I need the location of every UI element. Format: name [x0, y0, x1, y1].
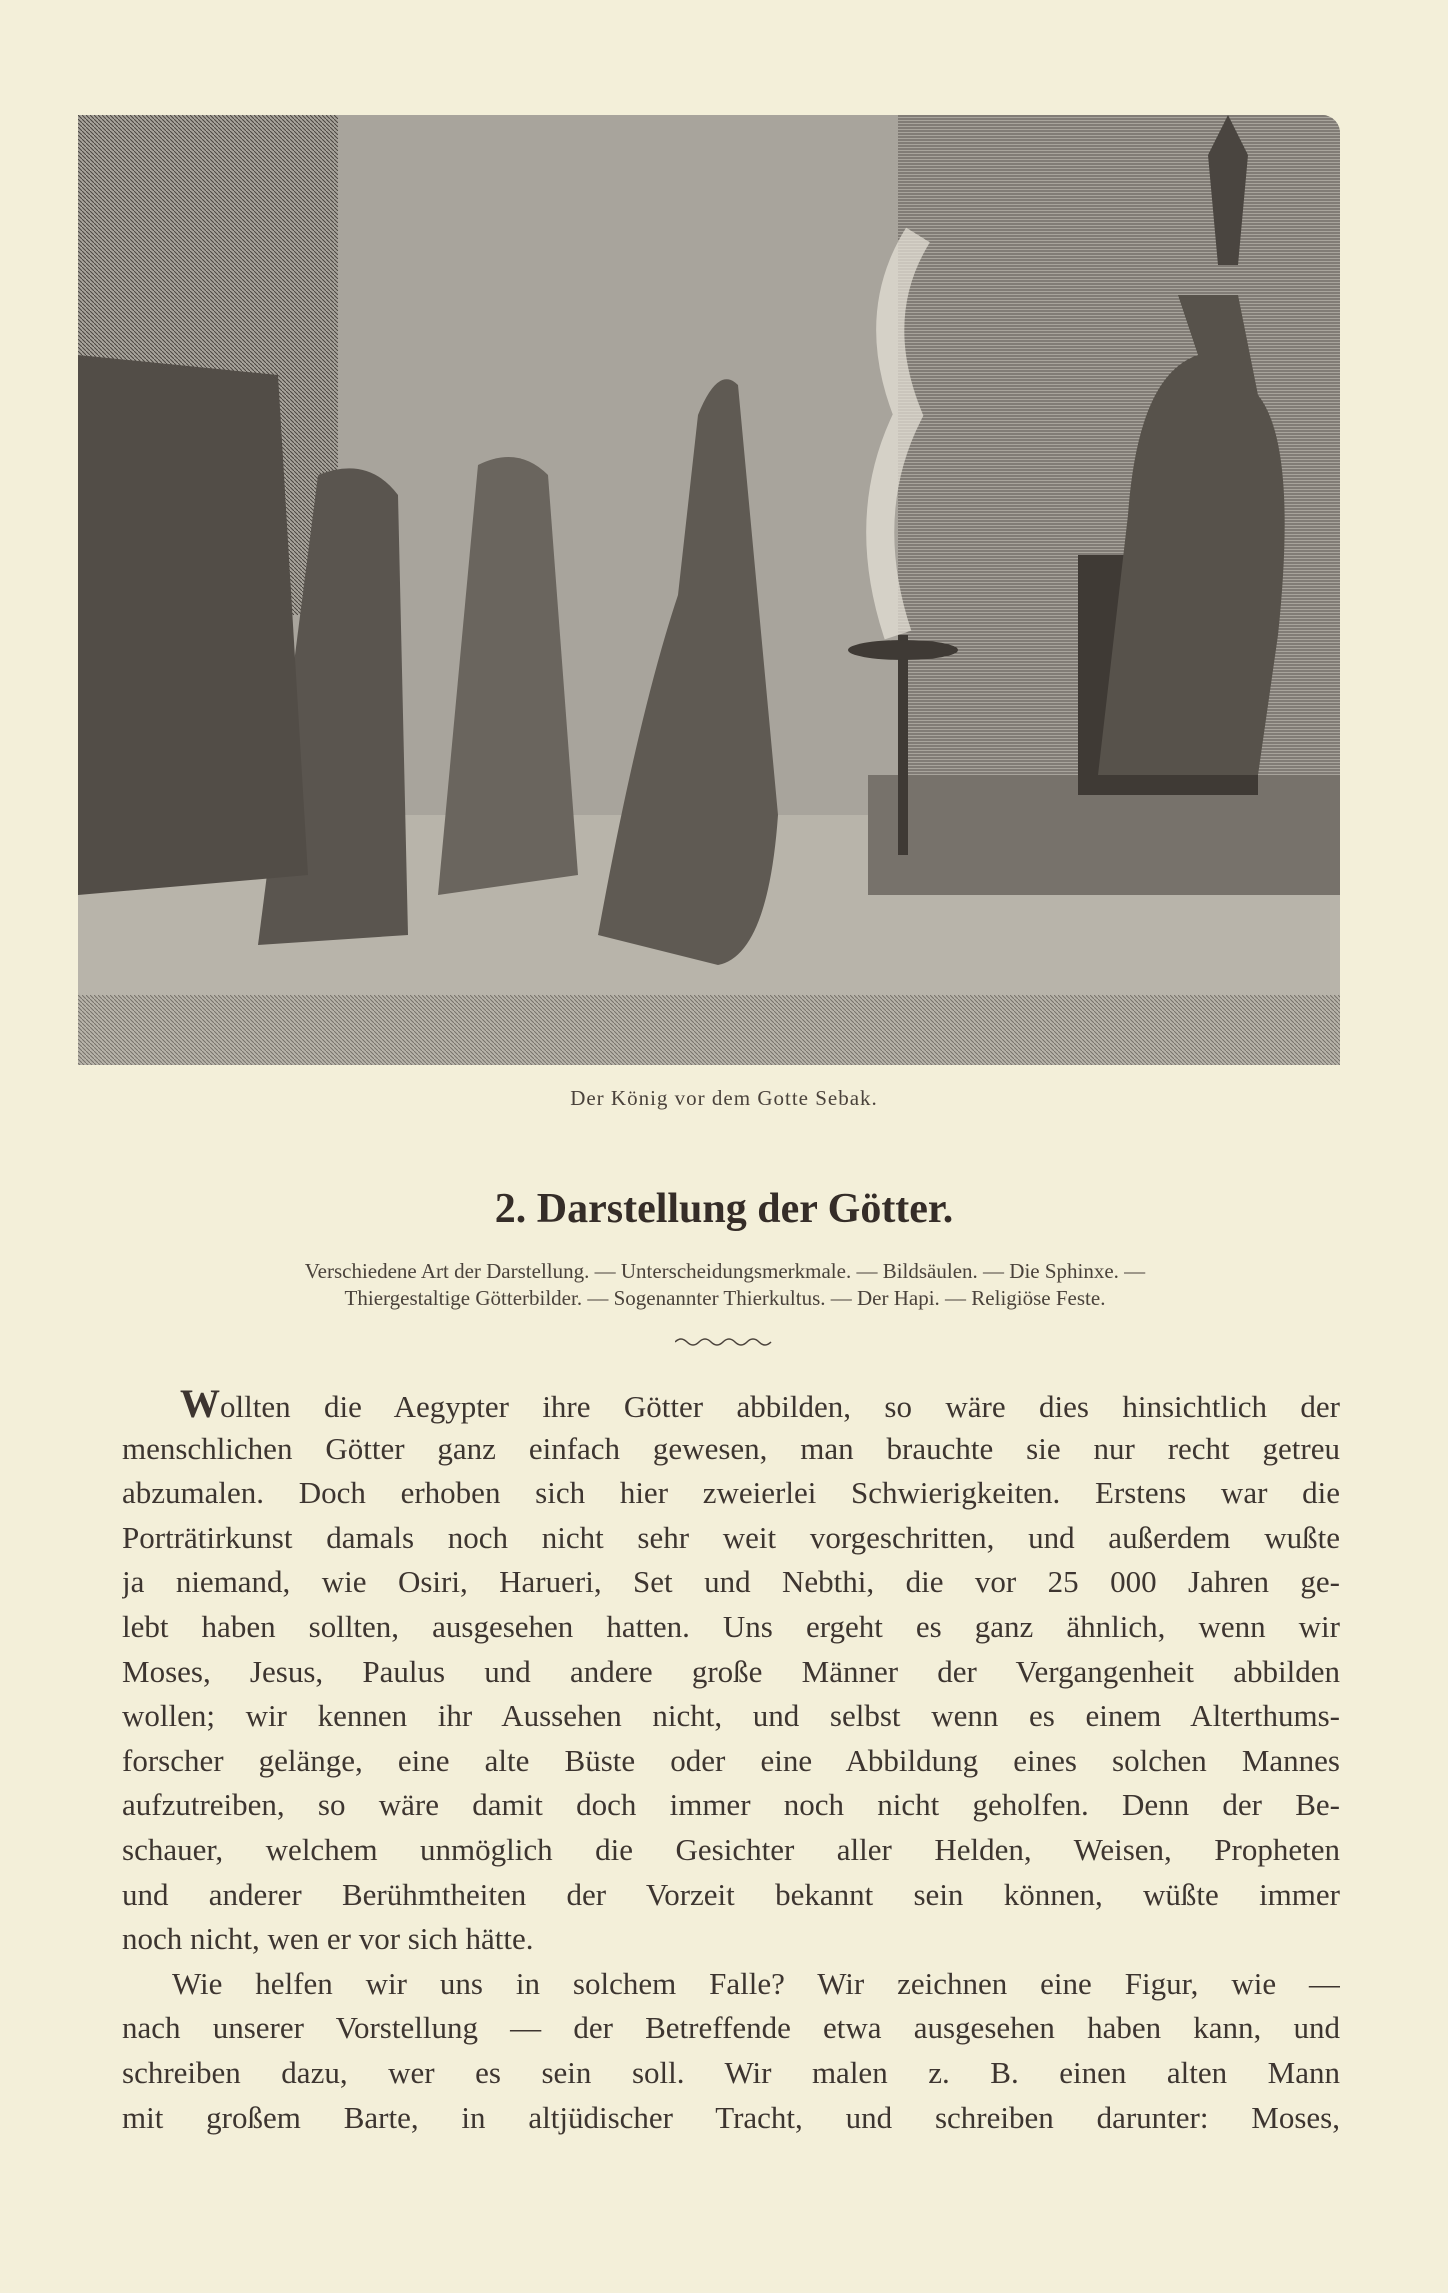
body-line: Wie helfen wir uns in solchem Falle? Wir zeichnen eine Figur, wie —: [172, 1965, 1340, 2001]
body-line: forscher gelänge, eine alte Büste oder eine Abbildung eines solchen Mannes: [122, 1742, 1340, 1778]
body-text: [122, 1382, 1340, 2140]
drop-cap: W: [180, 1382, 220, 1426]
section-summary-line: Thiergestaltige Götterbilder. — Sogenannter Thierkultus. — Der Hapi. — Religiöse Feste.: [344, 1286, 1106, 1310]
section-summary-line: Verschiedene Art der Darstellung. — Unterscheidungsmerkmale. — Bildsäulen. — Die Sphinxe. —: [304, 1259, 1146, 1283]
illustration-caption: Der König vor dem Gotte Sebak.: [570, 1086, 878, 1110]
body-line: schreiben dazu, wer es sein soll. Wir malen z. B. einen alten Mann: [122, 2054, 1340, 2090]
body-line: menschlichen Götter ganz einfach gewesen, man brauchte sie nur recht getreu: [122, 1430, 1340, 1466]
engraving-king-before-god-sebak: [78, 115, 1340, 1065]
body-line: Porträtirkunst damals noch nicht sehr weit vorgeschritten, und außerdem wußte: [122, 1519, 1340, 1555]
body-line: nach unserer Vorstellung — der Betreffende etwa ausgesehen haben kann, und: [122, 2010, 1340, 2046]
body-line: wollen; wir kennen ihr Aussehen nicht, und selbst wenn es einem Alterthums-: [122, 1698, 1340, 1734]
body-line: mit großem Barte, in altjüdischer Tracht, und schreiben darunter: Moses,: [122, 2099, 1340, 2135]
body-line: aufzutreiben, so wäre damit doch immer noch nicht geholfen. Denn der Be-: [122, 1787, 1340, 1823]
body-line: Moses, Jesus, Paulus und andere große Männer der Vergangenheit abbilden: [122, 1653, 1340, 1689]
body-line: noch nicht, wen er vor sich hätte.: [122, 1921, 534, 1957]
body-line: schauer, welchem unmöglich die Gesichter aller Helden, Weisen, Propheten: [122, 1831, 1340, 1867]
body-line: [122, 1382, 1340, 1427]
body-line: lebt haben sollten, ausgesehen hatten. Uns ergeht es ganz ähnlich, wenn wir: [122, 1608, 1340, 1644]
body-line: abzumalen. Doch erhoben sich hier zweierlei Schwierigkeiten. Erstens war die: [122, 1475, 1340, 1511]
body-line: und anderer Berühmtheiten der Vorzeit bekannt sein können, wüßte immer: [122, 1876, 1340, 1912]
section-title: 2. Darstellung der Götter.: [494, 1186, 954, 1232]
body-line-text: ollten die Aegypter ihre Götter abbilden, so wäre dies hinsichtlich der: [220, 1389, 1340, 1424]
ornamental-divider: [675, 1336, 775, 1348]
body-line: ja niemand, wie Osiri, Harueri, Set und Nebthi, die vor 25 000 Jahren ge-: [122, 1564, 1340, 1600]
